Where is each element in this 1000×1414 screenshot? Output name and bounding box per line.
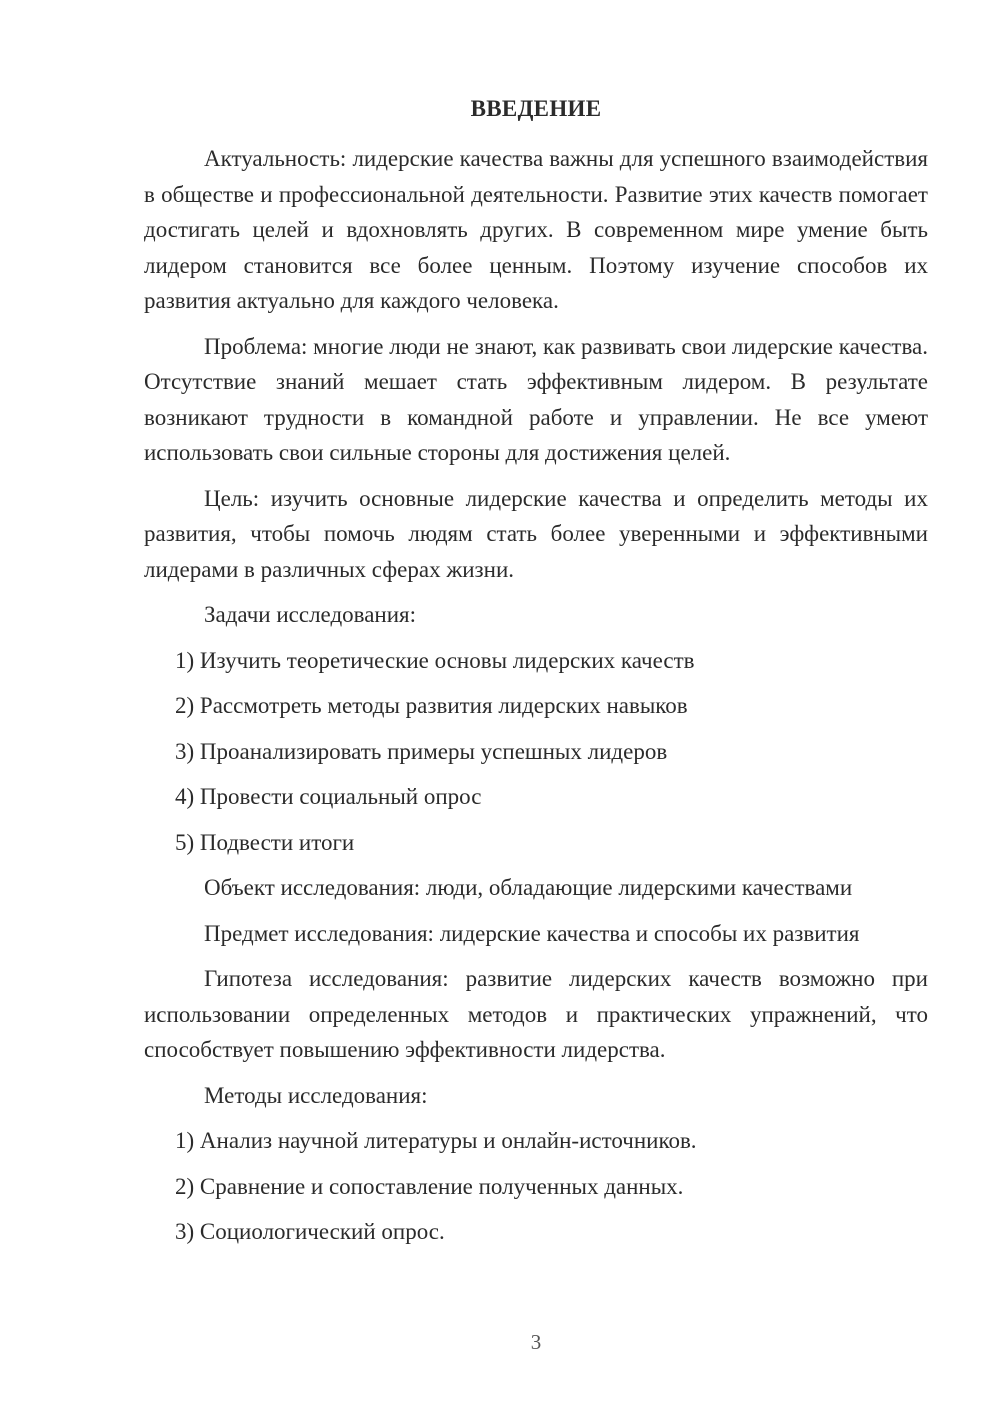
list-item: 1) Анализ научной литературы и онлайн-источников. xyxy=(175,1128,697,1153)
list-item: 2) Рассмотреть методы развития лидерских навыков xyxy=(175,693,688,718)
section-title: ВВЕДЕНИЕ xyxy=(470,96,602,121)
problem-paragraph: Проблема: многие люди не знают, как развивать свои лидерские качества. Отсутствие знаний мешает стать эффективным лидером. В результате возникают трудности в командной работе и управлении. Не все умеют использовать свои сильные стороны для достижения целей. xyxy=(144,333,928,465)
page-number: 3 xyxy=(530,1330,542,1354)
hypothesis-paragraph: Гипотеза исследования: развитие лидерских качеств возможно при использовании определенных методов и практических упражнений, что способствует повышению эффективности лидерства. xyxy=(144,966,928,1062)
list-item: 3) Проанализировать примеры успешных лидеров xyxy=(175,738,668,764)
methods-list xyxy=(144,1123,928,1250)
list-item: 3) Социологический опрос. xyxy=(175,1219,445,1244)
tasks-heading: Задачи исследования: xyxy=(204,602,417,627)
page-content xyxy=(144,94,928,1260)
relevance-paragraph: Актуальность: лидерские качества важны для успешного взаимодействия в обществе и профессиональной деятельности. Развитие этих качеств помогает достигать целей и вдохновлять других. В современном мире умение быть лидером становится все более ценным. Поэтому изучение способов их развития актуально для каждого человека. xyxy=(144,146,928,313)
list-item: 4) Провести социальный опрос xyxy=(175,784,482,809)
list-item: 5) Подвести итоги xyxy=(175,829,355,855)
methods-heading: Методы исследования: xyxy=(204,1082,428,1108)
object-paragraph: Объект исследования: люди, обладающие лидерскими качествами xyxy=(204,875,853,900)
list-item: 1) Изучить теоретические основы лидерских качеств xyxy=(175,647,695,673)
list-item: 2) Сравнение и сопоставление полученных данных. xyxy=(175,1173,684,1199)
tasks-list xyxy=(144,643,928,861)
subject-paragraph: Предмет исследования: лидерские качества и способы их развития xyxy=(204,920,860,946)
goal-paragraph: Цель: изучить основные лидерские качества и определить методы их развития, чтобы помочь людям стать более уверенными и эффективными лидерами в различных сферах жизни. xyxy=(144,485,928,582)
